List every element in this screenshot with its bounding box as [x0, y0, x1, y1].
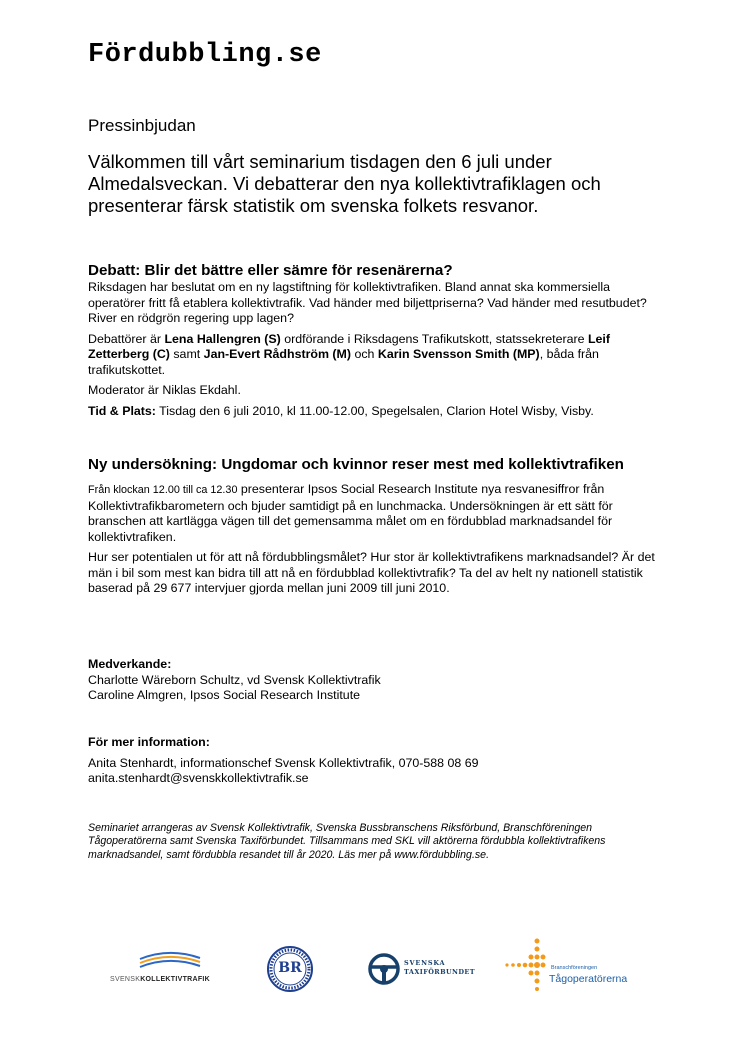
time-place-label: Tid & Plats:	[88, 403, 156, 418]
debate-heading: Debatt: Blir det bättre eller sämre för resenärerna?	[88, 262, 453, 279]
sk-prefix: SVENSK	[110, 976, 141, 983]
lead-paragraph: Välkommen till vårt seminarium tisdagen den 6 juli under Almedalsveckan. Vi debatterar den nya kollektivtrafiklagen och presenterar färsk statistik om svenska folkets resvanor.	[88, 151, 601, 216]
survey-time: Från klockan 12.00 till ca 12.30	[88, 484, 238, 496]
debater-name: Karin Svensson Smith (MP)	[377, 347, 540, 361]
debaters-text: ordförande i Riksdagens Trafikutskott, statssekreterare	[280, 331, 588, 346]
tago-line-2: Tågoperatörerna	[549, 973, 628, 985]
debate-intro: Riksdagen har beslutat om en ny lagstiftning för kollektivtrafiken. Bland annat ska kommersiella operatörer fritt få etablera kollektivtrafik. Vad händer med biljettpriserna? Vad händer med resutbudet? River en rödgrön regering upp lagen?	[88, 280, 647, 325]
tagoperatorerna-logo	[503, 937, 633, 997]
participant-line: Charlotte Wäreborn Schultz, vd Svensk Kollektivtrafik	[88, 672, 381, 687]
time-place-line	[88, 404, 668, 420]
kicker: Pressinbjudan	[88, 116, 196, 135]
debaters-text: och	[351, 347, 378, 361]
sk-logo-text	[110, 976, 210, 983]
partner-logos	[88, 935, 668, 1005]
debater-name: Leif Zetterberg (C)	[88, 331, 610, 361]
debater-name: Jan-Evert Rådhström (M)	[203, 347, 352, 361]
info-contact: Anita Stenhardt, informationschef Svensk Kollektivtrafik, 070-588 08 69	[88, 755, 479, 770]
survey-text: presenterar Ipsos Social Research Institute nya resvanesiffror från Kollektivtrafikbarometern och bjuder samtidigt på en lunchmacka. Undersökningen är ett sätt för branschen att kartlägga vägen till det gemensamma målet om en fördubblad marknadsandel för kollektivtrafiken.	[88, 482, 613, 544]
tago-line-1: Branschföreningen	[551, 965, 598, 971]
debaters-paragraph	[88, 332, 668, 379]
survey-body-2: Hur ser potentialen ut för att nå fördubblingsmålet? Hur stor är kollektivtrafikens marknadsandel? Är det män i bil som mest kan bidra till att nå en fördubblad kollektivtrafik? Ta del av helt ny nationell statistik baserad på 29 677 intervjuer gjorda mellan juni 2009 till juni 2010.	[88, 550, 655, 595]
taxi-line-2: TAXIFÖRBUNDET	[404, 968, 476, 976]
debaters-text: samt	[169, 347, 204, 361]
seal-letters: BR	[278, 960, 302, 976]
debaters-suffix: , båda från trafikutskottet.	[88, 347, 599, 377]
moderator-line: Moderator är Niklas Ekdahl.	[88, 383, 241, 397]
taxi-line-1: SVENSKA	[404, 959, 446, 967]
participant-line: Caroline Almgren, Ipsos Social Research Institute	[88, 688, 361, 702]
info-email: anita.stenhardt@svenskkollektivtrafik.se	[88, 771, 309, 785]
participants-heading: Medverkande:	[88, 657, 172, 671]
time-place-value: Tisdag den 6 juli 2010, kl 11.00-12.00, Spegelsalen, Clarion Hotel Wisby, Visby.	[155, 403, 594, 418]
wave-icon	[110, 949, 230, 971]
info-heading: För mer information:	[88, 735, 210, 749]
survey-heading: Ny undersökning: Ungdomar och kvinnor reser mest med kollektivtrafiken	[88, 456, 624, 473]
info-section	[88, 735, 668, 787]
debate-section	[88, 262, 668, 419]
masthead: Fördubbling.se	[88, 40, 322, 70]
survey-section	[88, 456, 668, 597]
debater-name: Lena Hallengren (S)	[164, 331, 281, 346]
sk-suffix: KOLLEKTIVTRAFIK	[140, 976, 211, 983]
svensk-kollektivtrafik-logo	[110, 949, 230, 989]
dots-icon	[503, 937, 549, 993]
bussbranschen-seal-logo	[266, 945, 316, 995]
debaters-prefix: Debattörer är	[88, 331, 165, 346]
footnote: Seminariet arrangeras av Svensk Kollektivtrafik, Svenska Bussbranschens Riksförbund, Branschföreningen Tågoperatörerna samt Svenska Taxiförbundet. Tillsammans med SKL vill aktörerna fördubbla kollektivtrafikens marknadsandel, samt fördubbla resandet till år 2020. Läs mer på www.fördubbling.se.	[88, 822, 606, 861]
taxiforbundet-logo	[368, 953, 488, 989]
survey-body-1	[88, 482, 668, 545]
participants-section	[88, 657, 668, 704]
steering-wheel-icon	[368, 953, 400, 985]
